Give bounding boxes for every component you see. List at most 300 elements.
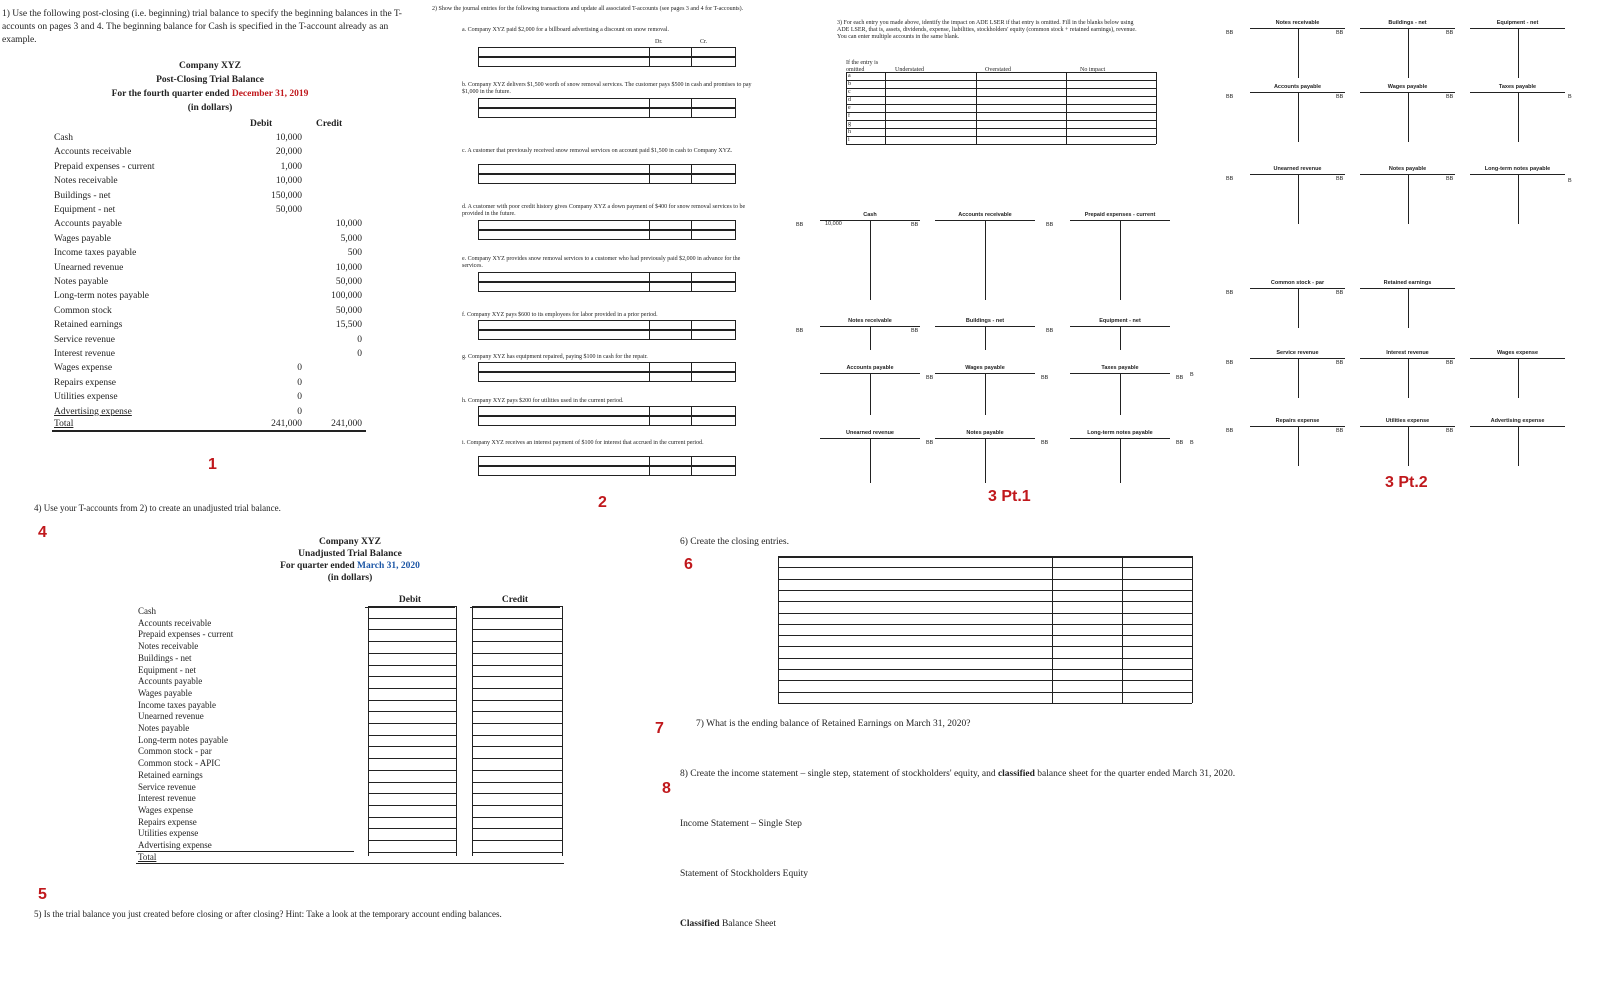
trial-balance-cell[interactable] [369, 654, 455, 664]
q1-units: (in dollars) [187, 103, 233, 113]
closing-entry-cell[interactable] [1053, 681, 1121, 690]
q4-row-label: Wages expense [138, 804, 194, 815]
impact-cell[interactable] [886, 81, 975, 87]
q7-marker: 7 [655, 720, 664, 737]
trial-balance-cell[interactable] [369, 666, 455, 676]
q1-row-label: Buildings - net [54, 190, 111, 201]
closing-entry-cell[interactable] [1053, 693, 1121, 702]
closing-entry-cell[interactable] [1053, 614, 1121, 623]
bb-label: BB [1176, 375, 1184, 381]
q8-instructions [680, 768, 1240, 781]
t-account[interactable] [1250, 418, 1345, 468]
journal-entry-row[interactable] [478, 164, 736, 174]
bb-label: BB [1226, 360, 1234, 366]
q1-row-label: Interest revenue [54, 349, 115, 359]
impact-row-letter: c [848, 89, 851, 95]
impact-cell[interactable] [1067, 81, 1155, 87]
impact-cell[interactable] [886, 73, 975, 79]
q7-instructions: 7) What is the ending balance of Retained Earnings on March 31, 2020? [696, 719, 971, 729]
closing-entry-cell[interactable] [779, 681, 1051, 690]
q4-row-label: Unearned revenue [138, 711, 204, 722]
q1-row-label: Cash [54, 133, 73, 143]
q4-row-label: Accounts receivable [138, 617, 212, 628]
closing-entry-cell[interactable] [1053, 557, 1121, 566]
closing-entry-cell[interactable] [1123, 681, 1191, 690]
impact-cell[interactable] [886, 105, 975, 111]
impact-cell[interactable] [1067, 89, 1155, 95]
t-account[interactable] [1470, 84, 1565, 144]
q4-period-prefix: For quarter ended [280, 561, 355, 571]
t-account[interactable] [820, 365, 920, 417]
t-account-name: Accounts receivable [958, 212, 1012, 218]
q1-row-label: Equipment - net [54, 205, 116, 215]
q4-row-label: Advertising expense [138, 840, 212, 850]
closing-entry-cell[interactable] [1123, 557, 1191, 566]
impact-cell[interactable] [977, 81, 1065, 87]
impact-cell[interactable] [1067, 121, 1155, 127]
q1-row-credit: 50,000 [335, 277, 362, 287]
closing-entry-cell[interactable] [1123, 670, 1191, 679]
closing-entry-cell[interactable] [779, 557, 1051, 566]
t-account[interactable] [935, 430, 1035, 485]
bb-label: BB [1336, 360, 1344, 366]
trial-balance-cell[interactable] [473, 736, 561, 746]
q6-marker: 6 [684, 556, 693, 573]
trial-balance-cell[interactable] [369, 736, 455, 746]
t-account[interactable] [1470, 20, 1565, 80]
impact-cell[interactable] [977, 97, 1065, 103]
impact-cell[interactable] [1067, 137, 1155, 143]
bb-label: BB [1336, 428, 1344, 434]
t-account-name: Common stock - par [1270, 280, 1325, 286]
q1-row-credit: 0 [357, 334, 362, 345]
t-account-name: Notes payable [1388, 166, 1427, 172]
q4-row-label: Wages payable [138, 687, 192, 698]
trial-balance-cell[interactable] [473, 747, 561, 757]
t-account[interactable] [820, 318, 920, 352]
impact-cell[interactable] [977, 73, 1065, 79]
t-account-name: Advertising expense [1490, 418, 1545, 424]
trial-balance-cell[interactable] [473, 701, 561, 711]
t-account[interactable] [1070, 318, 1170, 352]
q1-row-credit: 50,000 [335, 305, 362, 316]
trial-balance-cell[interactable] [473, 818, 561, 828]
trial-balance-cell[interactable] [473, 630, 561, 640]
trial-balance-cell[interactable] [369, 701, 455, 711]
closing-entry-cell[interactable] [779, 625, 1051, 634]
closing-entry-cell[interactable] [1123, 659, 1191, 668]
q4-units: (in dollars) [327, 573, 373, 583]
trial-balance-cell[interactable] [369, 794, 455, 804]
cash-beginning-balance: 10,000 [825, 221, 842, 227]
bb-label: BB [911, 222, 919, 228]
journal-entry-row[interactable] [478, 466, 736, 476]
closing-entry-cell[interactable] [1053, 568, 1121, 577]
trial-balance-cell[interactable] [473, 689, 561, 699]
q4-marker: 4 [38, 524, 47, 541]
impact-cell[interactable] [977, 121, 1065, 127]
journal-entry-row[interactable] [478, 174, 736, 184]
closing-entry-cell[interactable] [779, 602, 1051, 611]
closing-entry-cell[interactable] [779, 568, 1051, 577]
q1-row-label: Unearned revenue [54, 262, 124, 273]
q1-row-label: Common stock [54, 305, 112, 316]
impact-cell[interactable] [886, 137, 975, 143]
balance-sheet-heading-rest: Balance Sheet [719, 919, 777, 929]
q5-marker: 5 [38, 886, 47, 903]
q1-row-label: Long-term notes payable [54, 291, 149, 302]
q2-cr: Cr. [700, 39, 708, 45]
t-account[interactable] [1360, 350, 1455, 400]
impact-cell[interactable] [977, 89, 1065, 95]
trial-balance-cell[interactable] [473, 771, 561, 781]
q1-total-label: Total [54, 419, 74, 429]
q1-row-debit: 10,000 [275, 176, 302, 187]
q1-row-credit: 10,000 [335, 219, 362, 230]
t-account[interactable] [1070, 365, 1170, 417]
t-account-name: Wages payable [1387, 84, 1428, 90]
closing-entry-cell[interactable] [1123, 625, 1191, 634]
q4-instructions: 4) Use your T-accounts from 2) to create an unadjusted trial balance. [34, 503, 281, 513]
impact-row-letter: g [848, 121, 851, 127]
t-account-name: Long-term notes payable [1087, 430, 1153, 436]
bb-label: BB [1336, 94, 1344, 100]
impact-cell[interactable] [977, 137, 1065, 143]
t-account-name: Wages payable [965, 365, 1005, 371]
t-account[interactable] [1360, 418, 1455, 468]
q1-row-debit: 20,000 [275, 147, 302, 158]
q4-row-label: Notes receivable [138, 641, 199, 652]
t-account-name: Equipment - net [1496, 20, 1539, 26]
bb-label: BB [796, 328, 804, 334]
journal-entry-row[interactable] [478, 272, 736, 282]
bb-label: BB [1226, 428, 1234, 434]
closing-entry-cell[interactable] [1053, 602, 1121, 611]
impact-cell[interactable] [1067, 73, 1155, 79]
q8-instructions-post: balance sheet for the quarter ended March 31, 2020. [1034, 769, 1236, 779]
bb-label: BB [1041, 440, 1049, 446]
t-account-name: Unearned revenue [1273, 166, 1322, 172]
trial-balance-cell[interactable] [473, 794, 561, 804]
q4-row-label: Utilities expense [138, 828, 199, 839]
closing-entry-cell[interactable] [779, 591, 1051, 600]
q1-row-debit: 50,000 [275, 205, 302, 215]
t-account[interactable] [1470, 166, 1565, 226]
bb-label: BB [1046, 222, 1054, 228]
impact-row-letter: b [848, 81, 851, 87]
t-account[interactable] [820, 430, 920, 485]
trial-balance-cell[interactable] [369, 771, 455, 781]
trial-balance-cell[interactable] [369, 689, 455, 699]
closing-entry-cell[interactable] [779, 659, 1051, 668]
impact-cell[interactable] [977, 113, 1065, 119]
q4-credit-header: Credit [470, 594, 560, 608]
trial-balance-cell[interactable] [369, 712, 455, 722]
closing-entry-cell[interactable] [1053, 636, 1121, 645]
journal-item-text: i. Company XYZ receives an interest payment of $100 for interest that accrued in the current period. [462, 440, 704, 446]
q1-row-label: Utilities expense [54, 392, 118, 403]
impact-cell[interactable] [1067, 105, 1155, 111]
t-account-name: Accounts payable [1273, 84, 1322, 90]
q3-marker-pt2: 3 Pt.2 [1385, 474, 1428, 491]
impact-cell[interactable] [977, 129, 1065, 135]
journal-item-text: a. Company XYZ paid $2,000 for a billboard advertising a discount on snow removal. [462, 27, 669, 33]
t-account-name: Notes receivable [1275, 20, 1320, 26]
journal-item-text: g. Company XYZ has equipment repaired, paying $100 in cash for the repair. [462, 354, 648, 360]
bb-label: BB [1446, 30, 1454, 36]
t-account-name: Cash [863, 212, 877, 218]
q4-company: Company XYZ [318, 537, 382, 547]
closing-entry-cell[interactable] [1123, 568, 1191, 577]
journal-item-text: d. A customer with poor credit history gives Company XYZ a down payment of $400 for snow removal services to be provided in the future. [462, 204, 746, 218]
q8-marker: 8 [662, 780, 671, 797]
trial-balance-cell[interactable] [369, 619, 455, 629]
t-account-name: Retained earnings [1383, 280, 1432, 286]
q1-row-credit: 15,500 [335, 320, 362, 331]
balance-sheet-heading [680, 918, 776, 931]
closing-entry-cell[interactable] [779, 580, 1051, 589]
impact-row-letter: d [848, 97, 851, 103]
q4-period-date: March 31, 2020 [357, 561, 420, 571]
q1-row-debit: 0 [297, 377, 302, 388]
t-account[interactable] [1250, 84, 1345, 144]
t-account-name: Buildings - net [965, 318, 1005, 324]
q1-credit-header: Credit [316, 119, 343, 129]
t-account[interactable] [1470, 418, 1565, 468]
trial-balance-cell[interactable] [369, 818, 455, 828]
closing-entry-cell[interactable] [1123, 693, 1191, 702]
q3-col0: If the entry is omitted [846, 60, 879, 74]
trial-balance-cell[interactable] [369, 642, 455, 652]
impact-cell[interactable] [886, 97, 975, 103]
impact-cell[interactable] [977, 105, 1065, 111]
impact-row-letter: e [848, 105, 851, 111]
bb-label: BB [1041, 375, 1049, 381]
trial-balance-cell[interactable] [473, 619, 561, 629]
t-account[interactable] [1070, 212, 1170, 302]
q1-row-credit: 10,000 [335, 262, 362, 273]
q4-row-label: Repairs expense [138, 816, 197, 827]
bb-label: BB [1446, 176, 1454, 182]
t-account[interactable] [1250, 166, 1345, 226]
income-statement-heading: Income Statement – Single Step [680, 819, 802, 829]
q2-marker: 2 [598, 494, 607, 511]
q1-row-label: Income taxes payable [54, 248, 137, 259]
bb-label: BB [926, 440, 934, 446]
trial-balance-cell[interactable] [473, 841, 561, 851]
closing-entry-cell[interactable] [1053, 625, 1121, 634]
q1-debit-header: Debit [250, 119, 273, 129]
t-account[interactable] [1360, 280, 1455, 330]
trial-balance-cell[interactable] [473, 783, 561, 793]
t-account-name: Prepaid expenses - current [1084, 212, 1156, 218]
q8-instructions-bold: classified [997, 769, 1035, 779]
journal-entry-row[interactable] [478, 372, 736, 382]
t-account[interactable] [1070, 430, 1170, 485]
closing-entry-cell[interactable] [1053, 659, 1121, 668]
t-account-name: Notes receivable [848, 318, 892, 324]
trial-balance-cell[interactable] [473, 666, 561, 676]
trial-balance-cell[interactable] [369, 759, 455, 769]
t-account[interactable] [1250, 350, 1345, 400]
t-account[interactable] [1250, 20, 1345, 80]
bb-label: BB [1336, 290, 1344, 296]
q3-marker-pt1: 3 Pt.1 [988, 488, 1031, 505]
q1-period-prefix: For the fourth quarter ended [111, 89, 230, 99]
impact-cell[interactable] [1067, 129, 1155, 135]
trial-balance-cell[interactable] [473, 607, 561, 617]
trial-balance-cell[interactable] [473, 642, 561, 652]
t-account[interactable] [1470, 350, 1565, 400]
q1-period [60, 88, 360, 101]
q4-row-label: Notes payable [138, 723, 190, 733]
q4-row-label: Buildings - net [138, 652, 192, 663]
journal-entry-row[interactable] [478, 362, 736, 372]
journal-entry-row[interactable] [478, 330, 736, 340]
impact-cell[interactable] [1067, 97, 1155, 103]
t-account[interactable] [935, 365, 1035, 417]
trial-balance-cell[interactable] [473, 829, 561, 839]
impact-cell[interactable] [886, 113, 975, 119]
q3-col2: Overstated [985, 67, 1011, 73]
journal-entry-row[interactable] [478, 406, 736, 416]
q4-row-label: Equipment - net [138, 664, 196, 675]
impact-cell[interactable] [886, 129, 975, 135]
q1-total-credit: 241,000 [331, 419, 362, 429]
balance-label: B [1568, 94, 1572, 100]
closing-entry-cell[interactable] [1123, 636, 1191, 645]
journal-entry-row[interactable] [478, 230, 736, 240]
q4-row-label: Common stock - par [138, 746, 212, 757]
bb-label: BB [1176, 440, 1184, 446]
t-account[interactable] [1250, 280, 1345, 330]
trial-balance-cell[interactable] [473, 759, 561, 769]
q8-instructions-pre: 8) Create the income statement – single step, statement of stockholders' equity, and [680, 769, 998, 779]
journal-entry-row[interactable] [478, 47, 736, 57]
closing-entry-cell[interactable] [779, 693, 1051, 702]
t-account-name: Taxes payable [1498, 84, 1537, 90]
equity-statement-heading: Statement of Stockholders Equity [680, 869, 808, 879]
t-account[interactable] [1360, 166, 1455, 226]
journal-entry-row[interactable] [478, 456, 736, 466]
closing-entry-cell[interactable] [1123, 591, 1191, 600]
q3-instructions: 3) For each entry you made above, identify the impact on ADE LSER if that entry is omitted. Fill in the blanks below using ADE LSER, that is, assets, dividends, expense, liabilities, stockholders' equity (common stock + retained earnings), revenue. You can enter multiple accounts in the same blank. [837, 20, 1137, 41]
trial-balance-cell[interactable] [473, 806, 561, 816]
trial-balance-cell[interactable] [473, 724, 561, 734]
t-account[interactable] [1360, 84, 1455, 144]
trial-balance-cell[interactable] [369, 724, 455, 734]
bb-label: BB [1226, 30, 1234, 36]
journal-item-text: e. Company XYZ provides snow removal services to a customer who had previously paid $2,000 in advance for the services. [462, 256, 741, 270]
balance-label: B [1190, 372, 1194, 378]
closing-entry-cell[interactable] [1123, 580, 1191, 589]
trial-balance-cell[interactable] [369, 677, 455, 687]
closing-entry-cell[interactable] [779, 636, 1051, 645]
bb-label: BB [1336, 176, 1344, 182]
q4-title: Unadjusted Trial Balance [298, 549, 402, 559]
q4-row-label: Long-term notes payable [138, 734, 228, 745]
closing-entry-cell[interactable] [1053, 580, 1121, 589]
trial-balance-cell[interactable] [369, 783, 455, 793]
balance-sheet-heading-bold: Classified [680, 919, 720, 929]
q4-row-label: Accounts payable [138, 676, 203, 687]
q1-row-label: Notes receivable [54, 176, 118, 187]
trial-balance-cell[interactable] [473, 712, 561, 722]
q1-row-debit: 1,000 [280, 161, 302, 172]
journal-entry-row[interactable] [478, 57, 736, 67]
t-account[interactable] [1360, 20, 1455, 80]
trial-balance-cell[interactable] [369, 607, 455, 617]
impact-cell[interactable] [886, 89, 975, 95]
journal-entry-row[interactable] [478, 98, 736, 108]
trial-balance-cell[interactable] [473, 677, 561, 687]
q1-row-label: Notes payable [54, 277, 109, 287]
trial-balance-cell[interactable] [369, 841, 455, 851]
bb-label: BB [1226, 176, 1234, 182]
t-account-name: Utilities expense [1385, 418, 1430, 424]
trial-balance-cell[interactable] [369, 630, 455, 640]
closing-entry-cell[interactable] [1053, 670, 1121, 679]
q1-row-debit: 0 [297, 392, 302, 403]
t-account-name: Repairs expense [1275, 418, 1320, 424]
journal-entry-row[interactable] [478, 220, 736, 230]
bb-label: BB [926, 375, 934, 381]
q4-row-label: Retained earnings [138, 769, 203, 780]
journal-entry-row[interactable] [478, 320, 736, 330]
closing-entry-cell[interactable] [779, 614, 1051, 623]
q4-total-label: Total [138, 851, 157, 862]
bb-label: BB [1226, 94, 1234, 100]
journal-entry-row[interactable] [478, 108, 736, 118]
t-account-name: Notes payable [966, 430, 1004, 436]
q1-marker: 1 [208, 456, 217, 473]
closing-entry-cell[interactable] [1053, 647, 1121, 656]
closing-entry-cell[interactable] [1053, 591, 1121, 600]
journal-entry-row[interactable] [478, 282, 736, 292]
t-account[interactable] [935, 212, 1035, 302]
trial-balance-cell[interactable] [369, 829, 455, 839]
q1-row-label: Accounts payable [54, 219, 122, 230]
impact-cell[interactable] [1067, 113, 1155, 119]
closing-entry-cell[interactable] [1123, 614, 1191, 623]
balance-label: B [1568, 178, 1572, 184]
closing-entry-cell[interactable] [779, 670, 1051, 679]
bb-label: BB [796, 222, 804, 228]
q1-row-debit: 150,000 [271, 190, 302, 201]
closing-entry-cell[interactable] [1123, 602, 1191, 611]
journal-entry-row[interactable] [478, 416, 736, 426]
trial-balance-cell[interactable] [369, 747, 455, 757]
trial-balance-cell[interactable] [473, 654, 561, 664]
t-account-name: Accounts payable [846, 365, 894, 371]
t-account-name: Interest revenue [1386, 350, 1429, 356]
q1-row-label: Retained earnings [54, 320, 123, 331]
journal-item-text: h. Company XYZ pays $200 for utilities used in the current period. [462, 398, 624, 404]
q1-row-label: Repairs expense [54, 377, 116, 388]
impact-cell[interactable] [886, 121, 975, 127]
q4-row-label: Cash [138, 606, 156, 616]
bb-label: BB [1336, 30, 1344, 36]
t-account-name: Unearned revenue [846, 430, 894, 436]
trial-balance-cell[interactable] [369, 806, 455, 816]
q4-row-label: Common stock - APIC [138, 758, 221, 769]
t-account[interactable] [935, 318, 1035, 352]
impact-row-letter: a [848, 73, 851, 79]
closing-entry-cell[interactable] [1123, 647, 1191, 656]
journal-item-text: b. Company XYZ delivers $1,500 worth of snow removal services. The customer pays $500 in cash and promises to pay $1,000 in the future. [462, 82, 752, 96]
closing-entry-cell[interactable] [779, 647, 1051, 656]
q1-row-label: Service revenue [54, 334, 115, 345]
